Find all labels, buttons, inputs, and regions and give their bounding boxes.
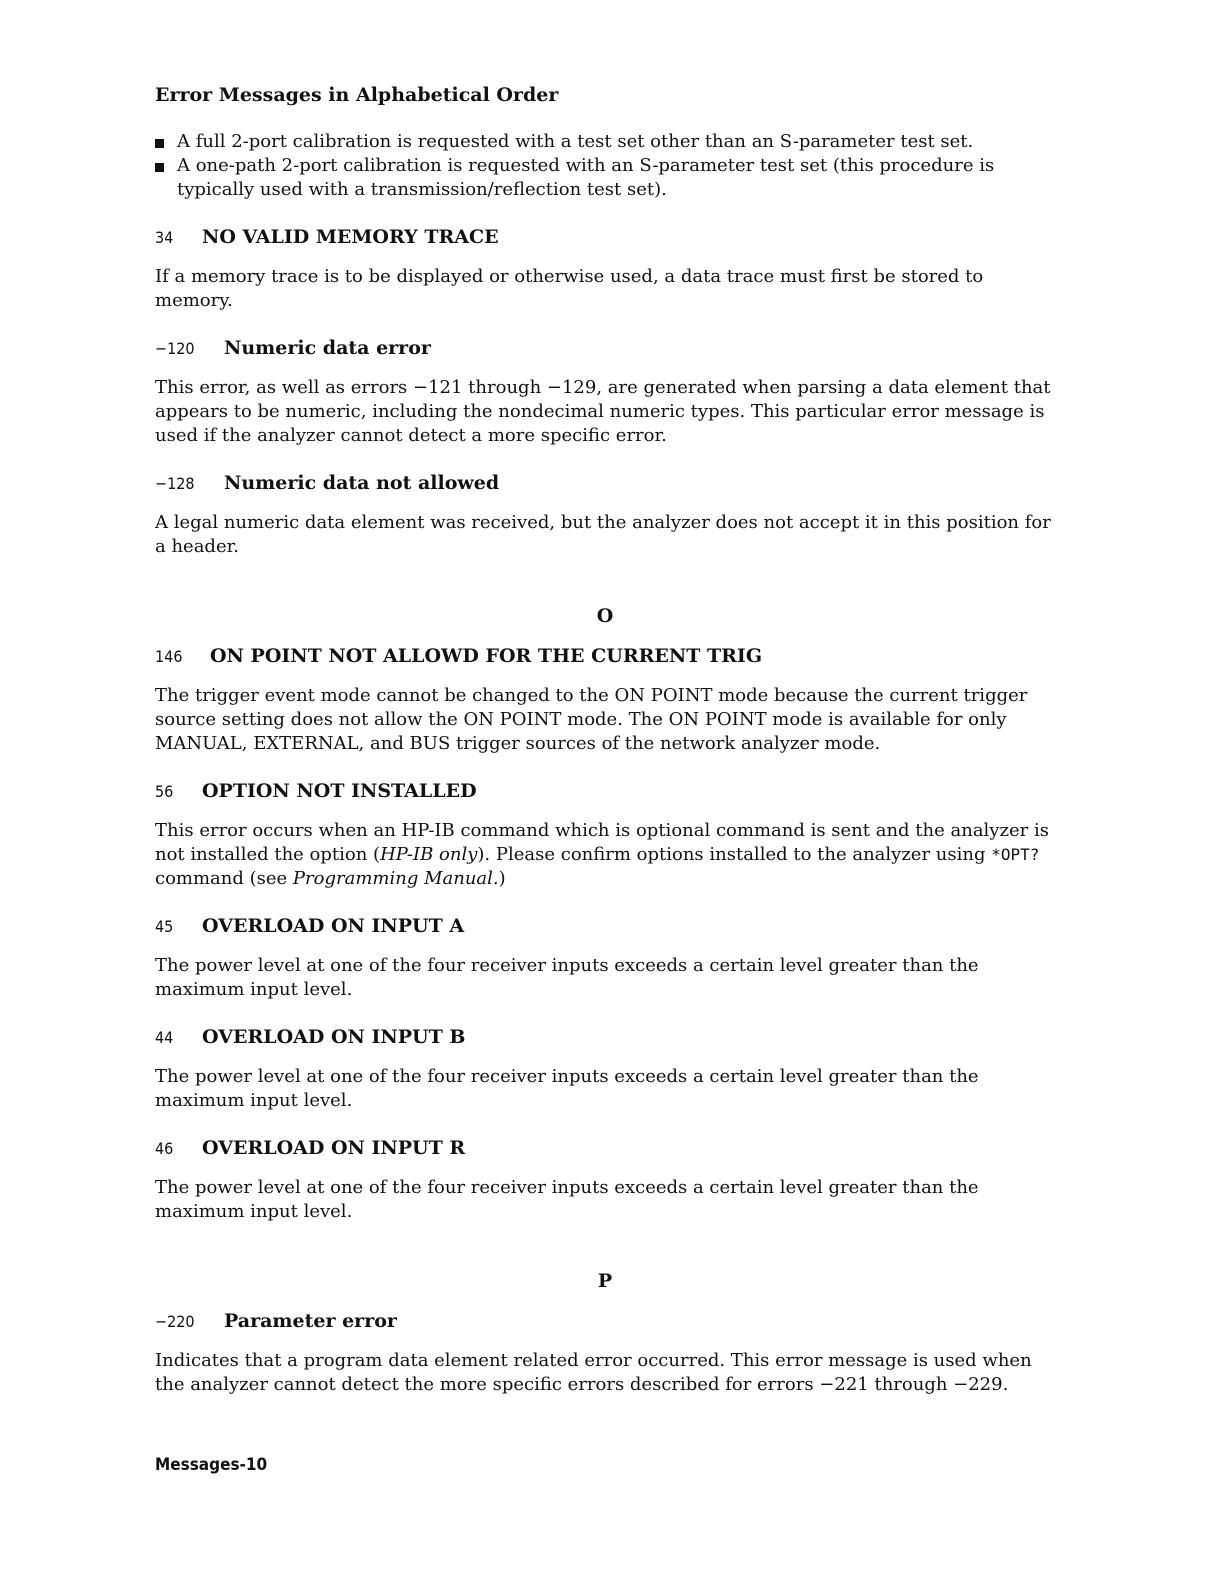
page-footer-label: Messages-10 [155, 1455, 268, 1475]
description-text: ). Please confirm options installed to the analyzer using [477, 844, 992, 865]
description-text: command (see [155, 868, 293, 889]
manual-reference: Programming Manual. [292, 868, 499, 889]
entry-heading [155, 1308, 1055, 1335]
section-title: Error Messages in Alphabetical Order [155, 84, 559, 106]
error-title: Numeric data not allowed [224, 472, 500, 494]
letter-heading-p: P [597, 1270, 613, 1292]
error-code: 146 [155, 647, 183, 666]
error-title: ON POINT NOT ALLOWD FOR THE CURRENT TRIG [210, 645, 763, 667]
square-bullet-icon [155, 163, 164, 172]
entry-heading [155, 778, 1055, 805]
error-code: 34 [155, 228, 174, 247]
description-text: ) [498, 868, 506, 889]
error-code: −128 [155, 474, 195, 493]
error-code: 56 [155, 782, 174, 801]
error-code: 45 [155, 917, 174, 936]
letter-heading-o: O [596, 605, 614, 627]
error-description: A legal numeric data element was received, but the analyzer does not accept it in this position for a header. [155, 512, 1051, 557]
entry-heading [155, 1024, 1055, 1051]
hpib-only-note: HP-IB only [380, 844, 478, 865]
bullet-item [155, 154, 1055, 202]
entry-heading [155, 224, 1055, 251]
error-title: Parameter error [224, 1310, 397, 1332]
error-description [155, 819, 1055, 891]
error-description: If a memory trace is to be displayed or otherwise used, a data trace must first be stored to memory. [155, 266, 984, 311]
error-title: OVERLOAD ON INPUT B [202, 1026, 466, 1048]
error-code: −120 [155, 339, 195, 358]
entry-heading [155, 643, 1055, 670]
bullet-text: A full 2-port calibration is requested with a test set other than an S-parameter test set. [177, 131, 974, 152]
document-page [155, 80, 1055, 1419]
error-code: −220 [155, 1312, 195, 1331]
error-description: This error, as well as errors −121 through −129, are generated when parsing a data element that appears to be numeric, including the nondecimal numeric types. This particular error message is used if the analyzer cannot detect a more specific error. [155, 377, 1051, 446]
entry-heading [155, 913, 1055, 940]
error-title: NO VALID MEMORY TRACE [202, 226, 499, 248]
error-title: Numeric data error [224, 337, 431, 359]
entry-heading [155, 470, 1055, 497]
error-title: OPTION NOT INSTALLED [202, 780, 477, 802]
entry-heading [155, 1135, 1055, 1162]
opt-command: *OPT? [991, 845, 1040, 864]
error-description: The power level at one of the four receiver inputs exceeds a certain level greater than the maximum input level. [155, 1177, 979, 1222]
error-description: The power level at one of the four receiver inputs exceeds a certain level greater than the maximum input level. [155, 1066, 979, 1111]
error-title: OVERLOAD ON INPUT R [202, 1137, 466, 1159]
bullet-text: A one-path 2-port calibration is requested with an S-parameter test set (this procedure is typically used with a transmission/reflection test set). [177, 155, 995, 200]
entry-heading [155, 335, 1055, 362]
square-bullet-icon [155, 139, 164, 148]
error-code: 44 [155, 1028, 174, 1047]
description-text: This error occurs when an HP-IB command which is optional command is sent and the analyzer is not installed the option ( [155, 820, 1049, 865]
error-description: The power level at one of the four receiver inputs exceeds a certain level greater than the maximum input level. [155, 955, 979, 1000]
error-code: 46 [155, 1139, 174, 1158]
error-description: The trigger event mode cannot be changed to the ON POINT mode because the current trigger source setting does not allow the ON POINT mode. The ON POINT mode is available for only MANUAL, EXTERNAL, and BUS trigger sources of the network analyzer mode. [155, 685, 1028, 754]
error-title: OVERLOAD ON INPUT A [202, 915, 465, 937]
bullet-list [155, 130, 1055, 202]
bullet-item [155, 130, 1055, 154]
error-description: Indicates that a program data element related error occurred. This error message is used when the analyzer cannot detect the more specific errors described for errors −221 through −229. [155, 1350, 1032, 1395]
